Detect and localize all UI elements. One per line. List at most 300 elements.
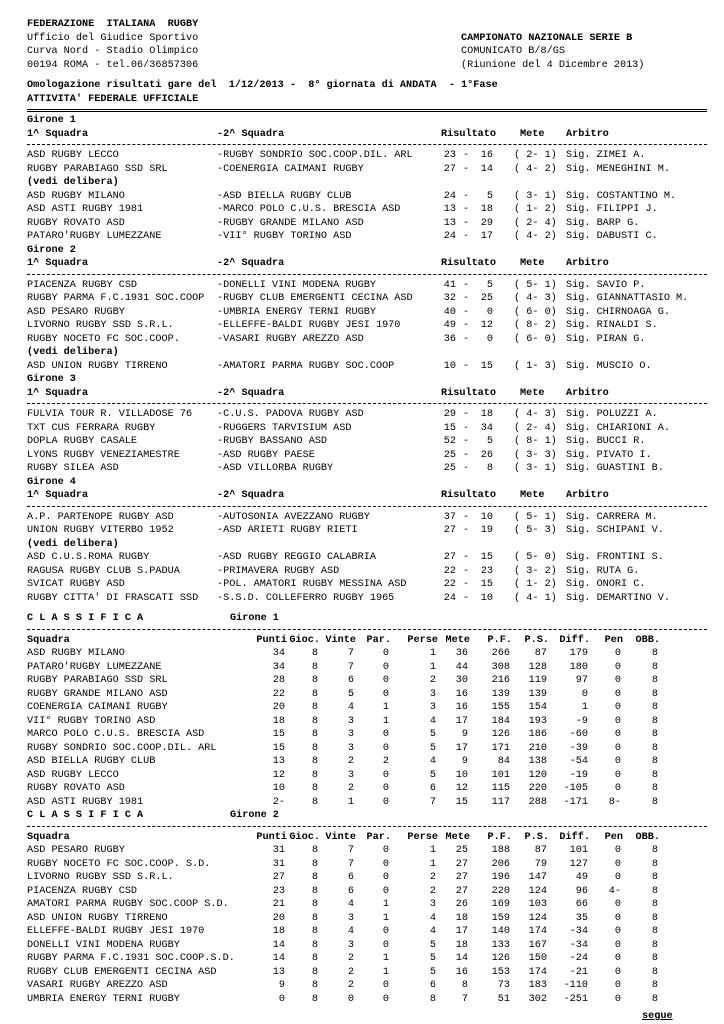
stat-pen: 8- bbox=[608, 796, 621, 808]
col-squadra: Squadra bbox=[27, 634, 70, 646]
home-score: 29 bbox=[443, 409, 456, 420]
home-team: RUGBY SILEA ASD bbox=[27, 463, 119, 474]
home-team: FULVIA TOUR R. VILLADOSE 76 bbox=[27, 409, 193, 420]
tries-count: ( 2- 4) bbox=[514, 217, 557, 229]
stat-pen: 0 bbox=[614, 912, 621, 924]
referee-name: Sig. CHIRNOAGA G. bbox=[566, 306, 670, 318]
score-dash: - bbox=[463, 204, 470, 215]
stat-pf: 196 bbox=[491, 872, 510, 883]
girone-name: Girone 1 bbox=[27, 115, 76, 126]
stat-mete: 17 bbox=[455, 742, 468, 754]
match-row bbox=[27, 435, 707, 449]
away-score: 18 bbox=[480, 409, 493, 420]
team-name: ASD ASTI RUGBY 1981 bbox=[27, 796, 144, 808]
stat-mete: 9 bbox=[461, 729, 468, 740]
home-score: 22 bbox=[443, 565, 456, 577]
col-punti: Punti bbox=[256, 831, 287, 843]
stat-par: 0 bbox=[382, 742, 389, 754]
stat-punti: 34 bbox=[272, 661, 285, 673]
stat-diff: 49 bbox=[575, 872, 588, 883]
away-score: 15 bbox=[480, 552, 493, 563]
col-gioc: Gioc. bbox=[289, 831, 320, 843]
standings-row bbox=[27, 661, 707, 675]
tries-count: ( 5- 0) bbox=[514, 552, 557, 563]
stat-gioc: 8 bbox=[311, 661, 318, 673]
stat-obb: 8 bbox=[651, 872, 658, 883]
away-score: 29 bbox=[480, 217, 493, 229]
home-score: 37 bbox=[443, 511, 456, 523]
stat-pf: 153 bbox=[491, 966, 510, 978]
stat-pen: 0 bbox=[614, 899, 621, 910]
stat-perse: 4 bbox=[429, 926, 436, 937]
away-team: -C.U.S. PADOVA RUGBY ASD bbox=[217, 409, 364, 420]
stat-ps: 139 bbox=[528, 688, 547, 700]
referee-name: Sig. FRONTINI S. bbox=[566, 552, 664, 563]
stat-perse: 8 bbox=[429, 993, 436, 1005]
stat-diff: -110 bbox=[563, 980, 588, 991]
tries-count: ( 1- 2) bbox=[514, 204, 557, 215]
stat-obb: 8 bbox=[651, 702, 658, 713]
stat-punti: 23 bbox=[272, 885, 285, 897]
stat-diff: 0 bbox=[581, 688, 588, 700]
girone-title bbox=[27, 114, 707, 128]
stat-pen: 0 bbox=[614, 675, 621, 686]
double-separator bbox=[27, 106, 707, 114]
away-score: 26 bbox=[480, 449, 493, 461]
stat-pf: 133 bbox=[491, 939, 510, 951]
stat-pen: 0 bbox=[614, 661, 621, 673]
stat-perse: 4 bbox=[429, 715, 436, 727]
score-dash: - bbox=[463, 422, 470, 434]
standings-row bbox=[27, 715, 707, 729]
away-team: -RUGBY GRANDE MILANO ASD bbox=[217, 217, 364, 229]
girone-title bbox=[27, 244, 707, 258]
delibera-note bbox=[27, 538, 707, 552]
standings-row bbox=[27, 782, 707, 796]
match-row bbox=[27, 592, 707, 606]
col-result: Risultato bbox=[441, 128, 497, 140]
stat-mete: 16 bbox=[455, 688, 468, 700]
home-team: ASD C.U.S.ROMA RUGBY bbox=[27, 552, 150, 563]
stat-ps: 220 bbox=[528, 783, 547, 794]
header-left: FEDERAZIONE ITALIANA RUGBY bbox=[27, 19, 199, 30]
stat-mete: 7 bbox=[461, 993, 468, 1005]
stat-par: 0 bbox=[382, 796, 389, 808]
col-pf: P.F. bbox=[487, 831, 512, 843]
stat-diff: -21 bbox=[569, 966, 588, 978]
referee-name: Sig. GUASTINI B. bbox=[566, 463, 664, 474]
away-team: -ASD RUGBY PAESE bbox=[217, 449, 315, 461]
col-referee: Arbitro bbox=[566, 258, 609, 269]
stat-ps: 87 bbox=[534, 845, 547, 856]
tries-count: ( 6- 0) bbox=[514, 306, 557, 318]
score-dash: - bbox=[463, 360, 470, 372]
col-pf: P.F. bbox=[487, 634, 512, 646]
standings-row bbox=[27, 755, 707, 769]
communique-page bbox=[27, 18, 707, 1024]
stat-ps: 87 bbox=[534, 648, 547, 659]
col-obb: OBB. bbox=[635, 634, 660, 646]
home-score: 24 bbox=[443, 190, 456, 202]
girone-name: Girone 3 bbox=[27, 374, 76, 385]
stat-perse: 3 bbox=[429, 899, 436, 910]
col-away: -2^ Squadra bbox=[217, 387, 285, 399]
dashed-separator bbox=[27, 271, 707, 279]
delibera-text: (vedi delibera) bbox=[27, 538, 119, 550]
stat-diff: -251 bbox=[563, 993, 588, 1005]
team-name: ASD RUGBY LECCO bbox=[27, 769, 119, 781]
stat-ps: 79 bbox=[534, 858, 547, 870]
col-away: -2^ Squadra bbox=[217, 128, 285, 140]
segue-link[interactable]: segue bbox=[642, 1011, 673, 1022]
stat-mete: 27 bbox=[455, 858, 468, 870]
away-team: -RUGGERS TARVISIUM ASD bbox=[217, 422, 352, 434]
score-dash: - bbox=[463, 409, 470, 420]
stat-par: 0 bbox=[382, 845, 389, 856]
tries-count: ( 3- 1) bbox=[514, 190, 557, 202]
col-tries: Mete bbox=[520, 387, 545, 399]
standings-row bbox=[27, 796, 707, 810]
dashed-separator bbox=[27, 400, 707, 408]
stat-punti: 21 bbox=[272, 899, 285, 910]
stat-pf: 216 bbox=[491, 675, 510, 686]
stat-vinte: 7 bbox=[347, 648, 354, 659]
standings-row bbox=[27, 728, 707, 742]
stat-perse: 6 bbox=[429, 980, 436, 991]
header-right: COMUNICATO B/8/GS bbox=[461, 46, 565, 57]
stat-mete: 27 bbox=[455, 872, 468, 883]
team-name: RUGBY NOCETO FC SOC.COOP. S.D. bbox=[27, 858, 211, 870]
col-result: Risultato bbox=[441, 490, 497, 501]
stat-punti: 14 bbox=[272, 953, 285, 964]
stat-punti: 13 bbox=[272, 756, 285, 767]
stat-gioc: 8 bbox=[311, 845, 318, 856]
stat-punti: 18 bbox=[272, 926, 285, 937]
stat-obb: 8 bbox=[651, 858, 658, 870]
header-left: 00194 ROMA - tel.06/36857306 bbox=[27, 59, 199, 71]
stat-ps: 138 bbox=[528, 756, 547, 767]
home-team: LIVORNO RUGBY SSD S.R.L. bbox=[27, 320, 174, 331]
referee-name: Sig. CARRERA M. bbox=[566, 511, 658, 523]
tries-count: ( 1- 3) bbox=[514, 360, 557, 372]
col-par: Par. bbox=[366, 634, 391, 646]
stat-gioc: 8 bbox=[311, 702, 318, 713]
page-title: Omologazione risultati gare del 1/12/2013 - 8° giornata di ANDATA - 1°Fase bbox=[27, 80, 498, 91]
col-obb: OBB. bbox=[635, 831, 660, 843]
stat-mete: 8 bbox=[461, 980, 468, 991]
stat-par: 2 bbox=[382, 756, 389, 767]
home-score: 25 bbox=[443, 449, 456, 461]
col-gioc: Gioc. bbox=[289, 634, 320, 646]
col-referee: Arbitro bbox=[566, 387, 609, 399]
team-name: RUGBY CLUB EMERGENTI CECINA ASD bbox=[27, 966, 217, 978]
away-team: -MARCO POLO C.U.S. BRESCIA ASD bbox=[217, 204, 401, 215]
home-team: RUGBY PARMA F.C.1931 SOC.COOP bbox=[27, 293, 205, 304]
stat-ps: 210 bbox=[528, 742, 547, 754]
stat-ps: 174 bbox=[528, 926, 547, 937]
stat-vinte: 1 bbox=[347, 796, 354, 808]
stat-obb: 8 bbox=[651, 661, 658, 673]
referee-name: Sig. BUCCI R. bbox=[566, 436, 646, 447]
stat-obb: 8 bbox=[651, 648, 658, 659]
team-name: VASARI RUGBY AREZZO ASD bbox=[27, 980, 168, 991]
stat-gioc: 8 bbox=[311, 688, 318, 700]
away-team: -ASD BIELLA RUGBY CLUB bbox=[217, 190, 352, 202]
stat-pen: 0 bbox=[614, 688, 621, 700]
classifica-title bbox=[27, 612, 707, 626]
stat-pf: 51 bbox=[497, 993, 510, 1005]
stat-par: 0 bbox=[382, 729, 389, 740]
stat-diff: 127 bbox=[569, 858, 588, 870]
stat-ps: 147 bbox=[528, 872, 547, 883]
delibera-note bbox=[27, 176, 707, 190]
stat-ps: 120 bbox=[528, 769, 547, 781]
away-team: -AMATORI PARMA RUGBY SOC.COOP bbox=[217, 360, 395, 372]
classifica-girone: Girone 1 bbox=[230, 613, 279, 624]
stat-vinte: 4 bbox=[347, 899, 354, 910]
col-result: Risultato bbox=[441, 258, 497, 269]
footer-line bbox=[27, 1010, 707, 1024]
away-score: 25 bbox=[480, 293, 493, 304]
header-line bbox=[27, 45, 707, 59]
delibera-note bbox=[27, 346, 707, 360]
stat-perse: 5 bbox=[429, 769, 436, 781]
home-team: ASD UNION RUGBY TIRRENO bbox=[27, 360, 168, 372]
stat-pen: 0 bbox=[614, 729, 621, 740]
stat-perse: 2 bbox=[429, 872, 436, 883]
match-row bbox=[27, 319, 707, 333]
referee-name: Sig. BARP G. bbox=[566, 217, 640, 229]
stat-pen: 0 bbox=[614, 980, 621, 991]
stat-punti: 20 bbox=[272, 912, 285, 924]
col-diff: Diff. bbox=[559, 634, 590, 646]
standings-row bbox=[27, 979, 707, 993]
away-score: 17 bbox=[480, 231, 493, 242]
stat-diff: 101 bbox=[569, 845, 588, 856]
referee-name: Sig. PIRAN G. bbox=[566, 333, 646, 345]
tries-count: ( 2- 1) bbox=[514, 150, 557, 161]
away-team: -DONELLI VINI MODENA RUGBY bbox=[217, 279, 376, 291]
away-team: -UMBRIA ENERGY TERNI RUGBY bbox=[217, 306, 376, 318]
col-pen: Pen bbox=[604, 831, 623, 843]
header-line bbox=[27, 18, 707, 32]
home-score: 49 bbox=[443, 320, 456, 331]
stat-punti: 10 bbox=[272, 783, 285, 794]
away-team: -VASARI RUGBY AREZZO ASD bbox=[217, 333, 364, 345]
stat-perse: 2 bbox=[429, 885, 436, 897]
tries-count: ( 5- 1) bbox=[514, 279, 557, 291]
standings-row bbox=[27, 885, 707, 899]
stat-diff: 1 bbox=[581, 702, 588, 713]
stat-perse: 3 bbox=[429, 688, 436, 700]
stat-obb: 8 bbox=[651, 993, 658, 1005]
home-team: A.P. PARTENOPE RUGBY ASD bbox=[27, 511, 174, 523]
score-dash: - bbox=[463, 565, 470, 577]
stat-mete: 15 bbox=[455, 796, 468, 808]
stat-ps: 128 bbox=[528, 661, 547, 673]
stat-diff: -105 bbox=[563, 783, 588, 794]
col-home: 1^ Squadra bbox=[27, 490, 89, 501]
standings-row bbox=[27, 701, 707, 715]
stat-punti: 15 bbox=[272, 729, 285, 740]
stat-pf: 159 bbox=[491, 912, 510, 924]
stat-obb: 8 bbox=[651, 953, 658, 964]
stat-vinte: 2 bbox=[347, 966, 354, 978]
stat-vinte: 3 bbox=[347, 939, 354, 951]
stat-vinte: 4 bbox=[347, 926, 354, 937]
stat-diff: -9 bbox=[575, 715, 588, 727]
stat-vinte: 3 bbox=[347, 729, 354, 740]
stat-vinte: 2 bbox=[347, 783, 354, 794]
stat-obb: 8 bbox=[651, 688, 658, 700]
stat-par: 0 bbox=[382, 769, 389, 781]
stat-perse: 6 bbox=[429, 783, 436, 794]
stat-ps: 154 bbox=[528, 702, 547, 713]
stat-punti: 9 bbox=[278, 980, 285, 991]
away-team: -RUGBY BASSANO ASD bbox=[217, 436, 328, 447]
stat-pf: 184 bbox=[491, 715, 510, 727]
standings-row bbox=[27, 858, 707, 872]
away-score: 23 bbox=[480, 565, 493, 577]
score-dash: - bbox=[463, 552, 470, 563]
col-home: 1^ Squadra bbox=[27, 387, 89, 399]
score-dash: - bbox=[463, 190, 470, 202]
stat-perse: 5 bbox=[429, 966, 436, 978]
girone-name: Girone 2 bbox=[27, 244, 76, 256]
score-dash: - bbox=[463, 320, 470, 331]
tries-count: ( 8- 2) bbox=[514, 320, 557, 331]
stat-punti: 28 bbox=[272, 675, 285, 686]
stat-punti: 12 bbox=[272, 769, 285, 781]
referee-name: Sig. FILIPPI J. bbox=[566, 204, 658, 215]
stat-vinte: 3 bbox=[347, 742, 354, 754]
col-result: Risultato bbox=[441, 387, 497, 399]
col-vinte: Vinte bbox=[325, 634, 356, 646]
col-ps: P.S. bbox=[524, 634, 549, 646]
away-score: 34 bbox=[480, 422, 493, 434]
stat-pen: 0 bbox=[614, 845, 621, 856]
match-row bbox=[27, 524, 707, 538]
home-score: 22 bbox=[443, 579, 456, 590]
stat-obb: 8 bbox=[651, 939, 658, 951]
stat-mete: 18 bbox=[455, 912, 468, 924]
away-team: -ASD VILLORBA RUGBY bbox=[217, 463, 334, 474]
col-tries: Mete bbox=[520, 128, 545, 140]
girone-name: Girone 4 bbox=[27, 476, 76, 488]
col-referee: Arbitro bbox=[566, 490, 609, 501]
stat-perse: 4 bbox=[429, 912, 436, 924]
stat-gioc: 8 bbox=[311, 980, 318, 991]
home-score: 13 bbox=[443, 217, 456, 229]
match-header bbox=[27, 257, 707, 271]
away-score: 15 bbox=[480, 360, 493, 372]
home-score: 25 bbox=[443, 463, 456, 474]
col-tries: Mete bbox=[520, 490, 545, 501]
classifica-label: C L A S S I F I C A bbox=[27, 810, 144, 821]
delibera-text: (vedi delibera) bbox=[27, 347, 119, 358]
stat-vinte: 3 bbox=[347, 912, 354, 924]
stat-par: 1 bbox=[382, 899, 389, 910]
stat-pen: 0 bbox=[614, 702, 621, 713]
stat-diff: 66 bbox=[575, 899, 588, 910]
col-mete: Mete bbox=[445, 634, 470, 646]
stat-ps: 186 bbox=[528, 729, 547, 740]
match-row bbox=[27, 203, 707, 217]
stat-ps: 288 bbox=[528, 796, 547, 808]
stat-ps: 183 bbox=[528, 980, 547, 991]
home-team: DOPLA RUGBY CASALE bbox=[27, 436, 138, 447]
stat-obb: 8 bbox=[651, 912, 658, 924]
stat-mete: 25 bbox=[455, 845, 468, 856]
score-dash: - bbox=[463, 150, 470, 161]
match-row bbox=[27, 511, 707, 525]
stat-ps: 103 bbox=[528, 899, 547, 910]
home-score: 36 bbox=[443, 333, 456, 345]
away-team: -COENERGIA CAIMANI RUGBY bbox=[217, 163, 364, 175]
stat-vinte: 6 bbox=[347, 872, 354, 883]
classifica-title bbox=[27, 809, 707, 823]
stat-gioc: 8 bbox=[311, 783, 318, 794]
team-name: PATARO'RUGBY LUMEZZANE bbox=[27, 661, 162, 673]
stat-pf: 139 bbox=[491, 688, 510, 700]
referee-name: Sig. RINALDI S. bbox=[566, 320, 658, 331]
match-row bbox=[27, 217, 707, 231]
match-row bbox=[27, 565, 707, 579]
stat-pen: 0 bbox=[614, 742, 621, 754]
stat-mete: 17 bbox=[455, 715, 468, 727]
tries-count: ( 3- 1) bbox=[514, 463, 557, 474]
stat-perse: 4 bbox=[429, 756, 436, 767]
score-dash: - bbox=[463, 436, 470, 447]
stat-diff: 180 bbox=[569, 661, 588, 673]
dashed-separator bbox=[27, 503, 707, 511]
stat-perse: 5 bbox=[429, 742, 436, 754]
stat-par: 0 bbox=[382, 980, 389, 991]
stat-ps: 167 bbox=[528, 939, 547, 951]
col-vinte: Vinte bbox=[325, 831, 356, 843]
stat-punti: 2- bbox=[272, 796, 285, 808]
home-team: UNION RUGBY VITERBO 1952 bbox=[27, 525, 174, 536]
stat-pf: 188 bbox=[491, 845, 510, 856]
stat-pf: 220 bbox=[491, 885, 510, 897]
match-row bbox=[27, 422, 707, 436]
stat-diff: -19 bbox=[569, 769, 588, 781]
stat-obb: 8 bbox=[651, 926, 658, 937]
score-dash: - bbox=[463, 511, 470, 523]
match-row bbox=[27, 578, 707, 592]
stat-mete: 9 bbox=[461, 756, 468, 767]
home-score: 32 bbox=[443, 293, 456, 304]
stat-punti: 20 bbox=[272, 702, 285, 713]
tries-count: ( 4- 2) bbox=[514, 231, 557, 242]
away-score: 10 bbox=[480, 592, 493, 604]
tries-count: ( 4- 3) bbox=[514, 293, 557, 304]
stat-gioc: 8 bbox=[311, 796, 318, 808]
stat-diff: -60 bbox=[569, 729, 588, 740]
stat-vinte: 6 bbox=[347, 675, 354, 686]
col-squadra: Squadra bbox=[27, 831, 70, 843]
away-score: 19 bbox=[480, 525, 493, 536]
referee-name: Sig. COSTANTINO M. bbox=[566, 190, 677, 202]
team-name: ASD PESARO RUGBY bbox=[27, 845, 125, 856]
col-away: -2^ Squadra bbox=[217, 258, 285, 269]
stat-obb: 8 bbox=[651, 845, 658, 856]
stat-ps: 124 bbox=[528, 912, 547, 924]
score-dash: - bbox=[463, 306, 470, 318]
stat-pen: 0 bbox=[614, 648, 621, 659]
stat-gioc: 8 bbox=[311, 769, 318, 781]
tries-count: ( 6- 0) bbox=[514, 333, 557, 345]
